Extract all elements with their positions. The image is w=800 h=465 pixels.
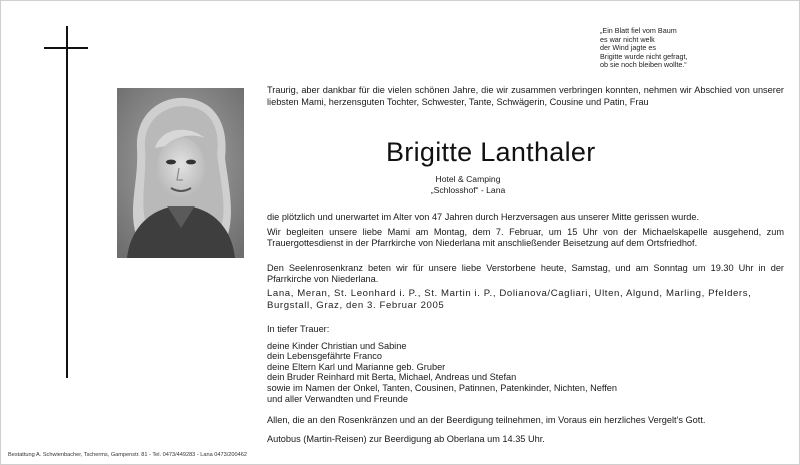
rosary-text: Den Seelenrosenkranz beten wir für unsere liebe Verstorbene heute, Samstag, und am Sonntag um 19.30 Uhr in der Pfarrkirche von Niederlana. [267, 263, 784, 284]
portrait-photo [117, 88, 244, 258]
mourner-line: und aller Verwandten und Freunde [267, 393, 408, 404]
mourner-line: deine Kinder Christian und Sabine [267, 340, 407, 351]
cross-vertical-bar [66, 26, 68, 378]
poem-line: es war nicht welk [600, 34, 655, 44]
mourner-line: dein Bruder Reinhard mit Berta, Michael, Andreas und Stefan [267, 372, 517, 383]
funeral-text: Wir begleiten unsere liebe Mami am Montag, dem 7. Februar, um 15 Uhr von der Michaelskapelle ausgehend, zum Trauergottesdienst in der Pfarrkirche von Niederlana mit anschließender Beisetzung auf dem Ortsfriedhof. [267, 227, 784, 248]
poem-quote [600, 27, 790, 70]
deceased-name: Brigitte Lanthaler [386, 137, 596, 167]
places-date-text: Lana, Meran, St. Leonhard i. P., St. Martin i. P., Dolianova/Cagliari, Ulten, Algund, Marling, Pfelders, Burgstall, Graz, den 3. Februar 2005 [267, 288, 752, 311]
undertaker-footer: Bestattung A. Schwienbacher, Tscherms, Gampenstr. 81 - Tel. 0473/449283 - Lana 0473/200462 [8, 452, 247, 458]
mourner-line: deine Eltern Karl und Marianne geb. Gruber [267, 361, 446, 372]
intro-text: Traurig, aber dankbar für die vielen schönen Jahre, die wir zusammen verbringen konnten, nehmen wir Abschied von unserer liebsten Mami, herzensguten Tochter, Schwester, Tante, Schwägerin, Cousine und Patin, Frau [267, 85, 784, 107]
mourners-list [267, 324, 787, 404]
poem-line: Brigitte wurde nicht gefragt, [600, 51, 688, 61]
cross-horizontal-bar [44, 47, 88, 49]
death-notice-text: die plötzlich und unerwartet im Alter von 47 Jahren durch Herzversagen aus unserer Mitte gerissen wurde. [267, 212, 700, 222]
mourner-line: dein Lebensgefährte Franco [267, 351, 382, 362]
poem-line: „Ein Blatt fiel vom Baum [600, 26, 677, 35]
poem-line: ob sie noch bleiben wollte.“ [600, 60, 687, 70]
business-line: „Schlosshof“ - Lana [430, 185, 506, 195]
poem-line: der Wind jagte es [600, 43, 656, 53]
mourners-heading: In tiefer Trauer: [267, 324, 330, 334]
thanks-text: Allen, die an den Rosenkränzen und an der Beerdigung teilnehmen, im Voraus ein herzliches Vergelt's Gott. [267, 415, 706, 425]
portrait-image [117, 88, 244, 258]
mourner-line: sowie im Namen der Onkel, Tanten, Cousinen, Patinnen, Patenkinder, Nichten, Neffen [267, 382, 618, 393]
business-info [418, 174, 518, 196]
business-line: Hotel & Camping [435, 174, 501, 184]
bus-info-text: Autobus (Martin-Reisen) zur Beerdigung ab Oberlana um 14.35 Uhr. [267, 434, 545, 444]
